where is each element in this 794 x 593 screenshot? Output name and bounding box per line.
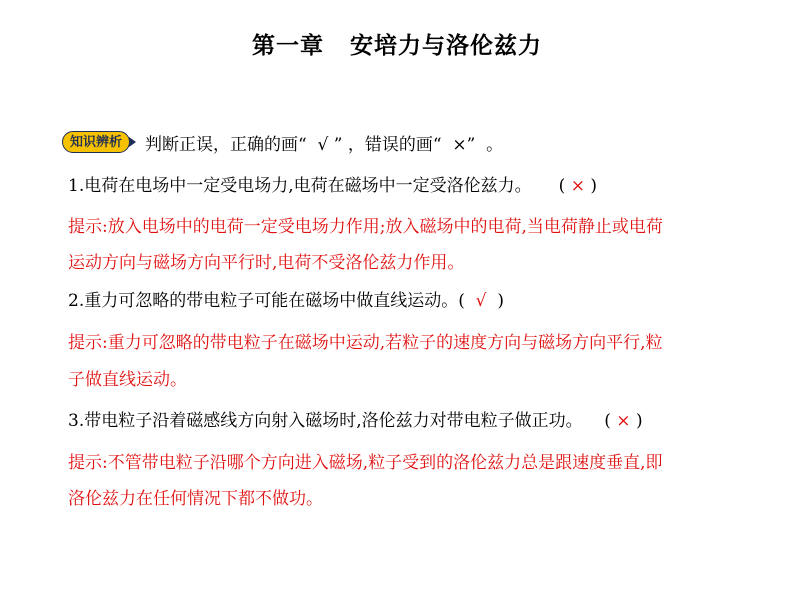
- hint-1-line-1: 提示:放入电场中的电荷一定受电场力作用;放入磁场中的电荷,当电荷静止或电荷: [68, 217, 663, 237]
- knowledge-badge: 知识辨析: [62, 131, 130, 153]
- hint-3-line-1: 提示:不管带电粒子沿哪个方向进入磁场,粒子受到的洛伦兹力总是跟速度垂直,即: [68, 453, 663, 473]
- chapter-name: 安培力与洛伦兹力: [350, 33, 542, 59]
- question-1-text: 1.电荷在电场中一定受电场力,电荷在磁场中一定受洛伦兹力。: [68, 176, 532, 196]
- badge-arrow-icon: [129, 137, 136, 147]
- question-2-text: 2.重力可忽略的带电粒子可能在磁场中做直线运动。: [68, 291, 459, 311]
- question-3-open-paren: (: [604, 411, 611, 431]
- instruction-row: [62, 128, 503, 156]
- hint-1-line-2: 运动方向与磁场方向平行时,电荷不受洛伦兹力作用。: [68, 253, 465, 273]
- chapter-number: 第一章: [252, 33, 324, 59]
- hint-3-line-2: 洛伦兹力在任何情况下都不做功。: [68, 489, 323, 509]
- question-2-close-paren: ): [497, 291, 504, 311]
- answer-3-cross-mark: ×: [616, 411, 631, 431]
- hint-2-line-1: 提示:重力可忽略的带电粒子在磁场中运动,若粒子的速度方向与磁场方向平行,粒: [68, 333, 663, 353]
- answer-2-check-mark: √: [475, 291, 487, 311]
- question-3: [68, 411, 643, 431]
- hint-2-line-2: 子做直线运动。: [68, 370, 187, 390]
- question-2-open-paren: (: [458, 291, 465, 311]
- question-3-close-paren: ): [635, 411, 643, 431]
- question-1: [68, 176, 597, 196]
- question-1-close-paren: ): [590, 176, 597, 196]
- answer-1-cross-mark: ×: [570, 176, 585, 196]
- question-2: [68, 291, 504, 311]
- question-3-text: 3.带电粒子沿着磁感线方向射入磁场时,洛伦兹力对带电粒子做正功。: [68, 411, 583, 431]
- question-1-open-paren: (: [558, 176, 566, 196]
- instruction-text: 判断正误，正确的画“ √ ” ，错误的画“ ×” 。: [145, 134, 504, 155]
- page-title: [0, 27, 794, 60]
